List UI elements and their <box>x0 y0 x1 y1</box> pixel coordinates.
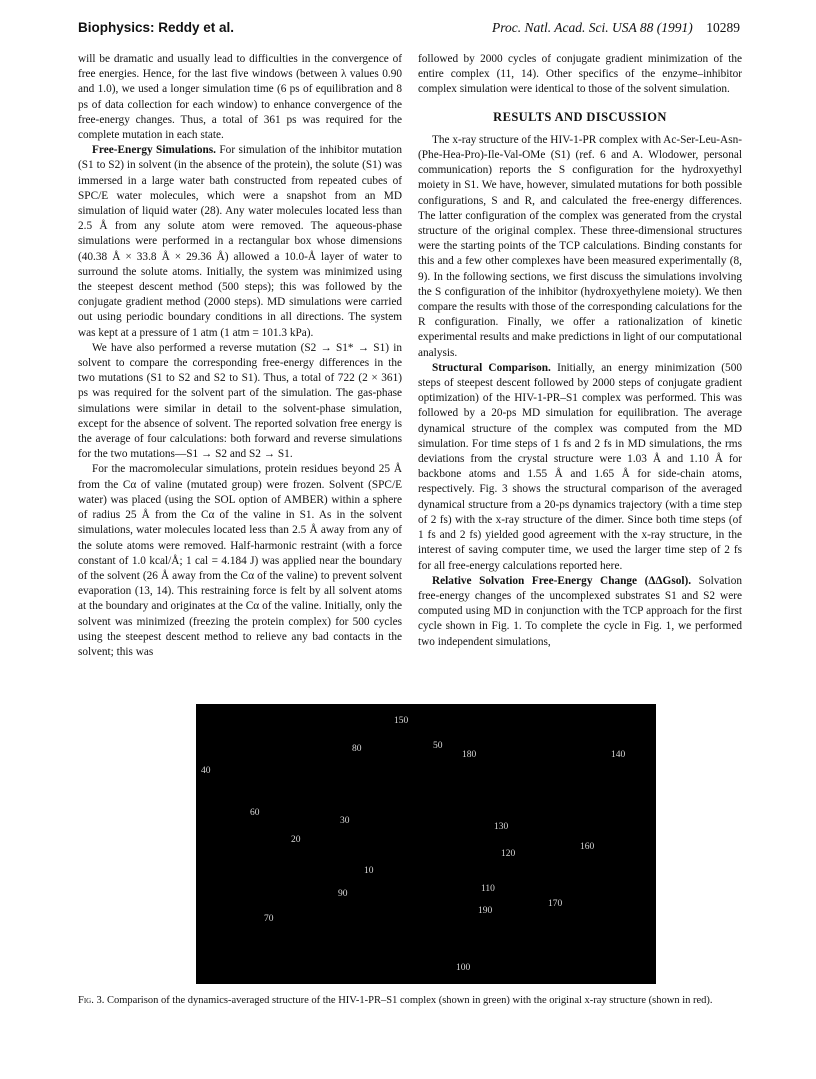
residue-label: 140 <box>611 750 626 760</box>
page-header <box>78 20 740 42</box>
residue-label: 160 <box>580 842 595 852</box>
residue-label: 60 <box>250 808 260 818</box>
page-number: 10289 <box>706 20 740 35</box>
residue-label: 120 <box>501 849 516 859</box>
figure-number: Fig. 3. <box>78 995 105 1006</box>
residue-label: 20 <box>291 835 301 845</box>
run-in-heading: Free-Energy Simulations. <box>92 144 216 157</box>
residue-label: 100 <box>456 963 471 973</box>
paragraph: The x-ray structure of the HIV-1-PR complex with Ac-Ser-Leu-Asn-(Phe-Hea-Pro)-Ile-Val-OMe (S1) (ref. 6 and A. Wlodower, personal communication) reports the S configuration for the hydroxyethyl moiety in S1. We have, however, simulated mutations for both possible configurations, S and R, and calculated the free-energy differences. The latter configuration of the complex was generated from the crystal structure of the original complex. These three-dimensional structures were the starting points of the TCP calculations. Binding constants for this and a few other complexes have been measured experimentally (8, 9). In the following sections, we first discuss the simulations involving the S configuration of the inhibitor (hydroxyethylene moiety). We then compare the results with those of the corresponding calculations for the R configuration. Finally, we offer a rationalization of kinetic experimental results and make predictions in light of our computational analysis. <box>418 133 742 359</box>
run-in-heading: Structural Comparison. <box>432 361 551 374</box>
residue-label: 110 <box>481 884 495 894</box>
right-column <box>418 52 742 650</box>
residue-label: 50 <box>433 741 443 751</box>
journal-reference: Proc. Natl. Acad. Sci. USA 88 (1991) <box>492 20 693 35</box>
residue-label: 10 <box>364 866 374 876</box>
residue-label: 180 <box>462 750 477 760</box>
paragraph: For the macromolecular simulations, protein residues beyond 25 Å from the Cα of valine (mutated group) were frozen. Solvent (SPC/E water) was placed (using the SOL option of AMBER) within a sphere of radius 25 Å from the Cα of the valine in S1. As in the solvent simulations, water molecules located less than 2.5 Å away from any of the solute atoms were removed. Half-harmonic restraint (with a force constant of 1.0 kcal/Å; 1 cal = 4.184 J) was applied near the boundary of the solvent (26 Å away from the Cα of the valine) to prevent solvent evaporation (13, 14). This restraining force is felt by all solvent atoms at the boundary and originates at the Cα of the valine. Initially, only the solvent was minimized (freezing the protein complex) for 500 cycles using the steepest descent method to relieve any bad contacts in the solvent; this was <box>78 463 402 658</box>
running-head-right <box>492 20 740 36</box>
paragraph: We have also performed a reverse mutation (S2 → S1* → S1) in solvent to compare the corresponding free-energy differences in the two mutations (S1 to S2 and S2 to S1). Thus, a total of 722 (2 × 361) ps was required for the solvent part of the simulation. The gas-phase simulations were similar in detail to the solvent-phase simulation, except for the absence of solvent. The reported solvation free energy is the average of four calculations: both forward and reverse simulations for the two mutations—S1 → S2 and S2 → S1. <box>78 341 402 461</box>
paragraph-text: Initially, an energy minimization (500 steps of steepest descent followed by 2000 steps of conjugate gradient optimization) of the HIV-1-PR–S1 complex was performed. This was followed by a 20-ps MD simulation for equilibration. The average dynamical structure of the complex was computed from the MD simulation. For time steps of 1 fs and 2 fs in MD simulations, the rms deviations from the crystal structure were 1.03 Å and 1.10 Å for backbone atoms and 1.55 Å and 1.65 Å for side-chain atoms, respectively. Fig. 3 shows the structural comparison of the averaged dynamical structure from a 20-ps dynamics trajectory (with a time step of 2 fs) with the x-ray structure of the dimer. Since both time steps (of 1 fs and 2 fs) yielded good agreement with the x-ray structure, in the interest of saving computer time, we used the larger time step of 2 fs for all free-energy calculations reported here. <box>418 361 743 572</box>
caption-text: Comparison of the dynamics-averaged structure of the HIV-1-PR–S1 complex (shown in green) with the original x-ray structure (shown in red). <box>104 995 713 1006</box>
paragraph: will be dramatic and usually lead to difficulties in the convergence of free energies. Hence, for the last five windows (between λ values 0.90 and 1.0), we used a longer simulation time (6 ps of equilibration and 8 ps of data collection for each window) to enhance convergence of the free-energy changes. Thus, a total of 361 ps was required for the complete mutation in each state. <box>78 53 402 142</box>
run-in-heading: Relative Solvation Free-Energy Change (ΔΔGsol). <box>432 574 692 587</box>
left-column <box>78 52 402 660</box>
residue-label: 80 <box>352 744 362 754</box>
figure-caption <box>78 994 740 1008</box>
paragraph: followed by 2000 cycles of conjugate gradient minimization of the entire complex (11, 14). Other specifics of the enzyme–inhibitor complex simulation were identical to those of the solvent simulation. <box>418 53 742 96</box>
residue-label: 90 <box>338 889 348 899</box>
figure-3-structure-image <box>196 704 656 984</box>
paragraph <box>418 574 742 650</box>
paragraph <box>418 361 742 574</box>
residue-label: 170 <box>548 899 563 909</box>
residue-label: 30 <box>340 816 350 826</box>
paragraph-text: For simulation of the inhibitor mutation (S1 to S2) in solvent (in the absence of the protein), the solute (S1) was immersed in a large water bath constructed from repeated cubes of SPC/E water molecules, which were a snapshot from an MD simulation of liquid water (28). Any water molecules located less than 2.5 Å from any solute atom were removed. The aqueous-phase simulations were performed in a rectangular box whose dimensions (40.38 Å × 33.8 Å × 29.36 Å) allowed a 10.0-Å layer of water to surround the solute atoms. Initially, the system was minimized using the steepest descent method (500 steps); this was followed by the conjugate gradient method (2000 steps). MD simulations were carried out using periodic boundary conditions in all directions. The system was kept at a pressure of 1 atm (1 atm = 101.3 kPa). <box>78 144 403 339</box>
residue-label: 130 <box>494 822 509 832</box>
section-heading: RESULTS AND DISCUSSION <box>493 109 667 124</box>
residue-label: 150 <box>394 716 409 726</box>
paragraph <box>78 143 402 341</box>
residue-label: 190 <box>478 906 493 916</box>
paragraph-text: Solvation free-energy changes of the uncomplexed substrates S1 and S2 were computed using MD in conjunction with the TCP approach for the first cycle shown in Fig. 1. To complete the cycle in Fig. 1, we performed two independent simulations, <box>418 574 742 648</box>
residue-label: 70 <box>264 914 274 924</box>
residue-label: 40 <box>201 766 211 776</box>
running-head-left: Biophysics: Reddy et al. <box>78 20 235 35</box>
